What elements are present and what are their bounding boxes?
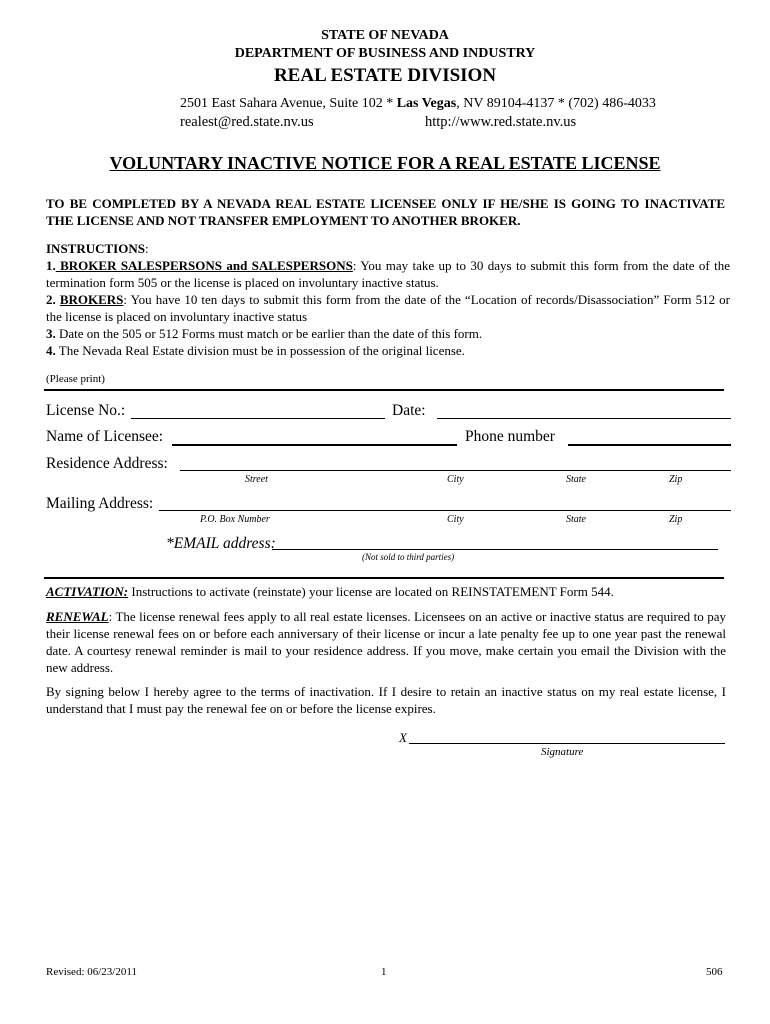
residence-address-field[interactable]: [180, 470, 731, 471]
activation-paragraph: ACTIVATION: Instructions to activate (reinstate) your license are located on REINSTATEMENT Form 544.: [46, 584, 614, 599]
instruction-1: 1. BROKER SALESPERSONS and SALESPERSONS: You may take up to 30 days to submit this form from the date of the termination form 505 or the license is placed on involuntary inactive status.: [46, 258, 730, 290]
instructions: INSTRUCTIONS: 1. BROKER SALESPERSONS and SALESPERSONS: You may take up to 30 days to submit this form from the date of the termination form 505 or the license is placed on involuntary inactive status. 2. BROKERS: You have 10 ten days to submit this form from the date of the “Location of records/Disassociation” Form 512 or the license is placed on involuntary inactive status 3. Date on the 505 or 512 Forms must match or be earlier than the date of this form. 4. The Nevada Real Estate division must be in possession of the original license.: [46, 241, 731, 358]
license-no-label: License No.:: [46, 402, 126, 419]
eligibility-warning: TO BE COMPLETED BY A NEVADA REAL ESTATE LICENSEE ONLY IF HE/SHE IS GOING TO INACTIVATE THE LICENSE AND NOT TRANSFER EMPLOYMENT TO ANOTHER BROKER.: [46, 196, 725, 228]
division-website[interactable]: http://www.red.state.nv.us: [425, 114, 577, 130]
residence-city-caption: City: [447, 474, 464, 485]
mailing-address-label: Mailing Address:: [46, 495, 154, 512]
form-number: 506: [706, 966, 723, 978]
mailing-city-caption: City: [447, 514, 464, 525]
instruction-3: 3. Date on the 505 or 512 Forms must match or be earlier than the date of this form.: [46, 326, 483, 341]
address-city: Las Vegas: [396, 96, 457, 111]
activation-label: ACTIVATION:: [46, 584, 129, 599]
licensee-name-field[interactable]: [172, 444, 457, 446]
residence-street-caption: Street: [245, 474, 268, 485]
agreement-paragraph: By signing below I hereby agree to the terms of inactivation. If I desire to retain an inactive status on my real estate license, I understand that I must pay the renewal fee on or before the license expires.: [46, 684, 726, 716]
signature-caption: Signature: [541, 746, 584, 758]
instructions-heading: INSTRUCTIONS: [46, 241, 145, 256]
mailing-zip-caption: Zip: [669, 514, 683, 525]
signature-x: X: [399, 730, 407, 745]
phone-label: Phone number: [465, 428, 555, 445]
address-line: 2501 East Sahara Avenue, Suite 102 * Las Vegas, NV 89104-4137 * (702) 486-4033: [180, 96, 656, 111]
email-label: *EMAIL address:: [166, 535, 276, 552]
state-heading: STATE OF NEVADA: [321, 28, 449, 43]
division-heading: REAL ESTATE DIVISION: [273, 65, 497, 86]
phone-field[interactable]: [568, 444, 731, 446]
form-title: VOLUNTARY INACTIVE NOTICE FOR A REAL ESTATE LICENSE: [109, 153, 661, 173]
instruction-4: 4. The Nevada Real Estate division must be in possession of the original license.: [46, 343, 465, 358]
renewal-paragraph: RENEWAL: The license renewal fees apply to all real estate licenses. Licensees on an active or inactive status are required to pay their license renewal fees on or before each anniversary of their license or incur a late penalty fee up to one year past the renewal date. A courtesy renewal reminder is mail to your residence address. If you move, make certain you email the Division with the new address.: [46, 609, 726, 675]
signature-field[interactable]: [409, 743, 725, 744]
residence-address-label: Residence Address:: [46, 455, 168, 472]
renewal-label: RENEWAL: [46, 609, 109, 624]
instruction-2: 2. BROKERS: You have 10 ten days to submit this form from the date of the “Location of records/Disassociation” Form 512 or the license is placed on involuntary inactive status: [46, 292, 731, 324]
date-field[interactable]: [437, 418, 731, 419]
department-heading: DEPARTMENT OF BUSINESS AND INDUSTRY: [234, 46, 536, 61]
email-field[interactable]: [272, 549, 718, 550]
section-divider-top: [44, 389, 724, 391]
revised-date: Revised: 06/23/2011: [46, 966, 137, 978]
page-number: 1: [381, 966, 387, 978]
residence-state-caption: State: [566, 474, 586, 485]
residence-zip-caption: Zip: [669, 474, 683, 485]
mailing-address-field[interactable]: [159, 510, 731, 511]
division-email[interactable]: realest@red.state.nv.us: [180, 114, 314, 130]
mailing-box-caption: P.O. Box Number: [200, 514, 270, 525]
license-no-field[interactable]: [131, 418, 385, 419]
please-print-note: (Please print): [46, 373, 105, 385]
mailing-state-caption: State: [566, 514, 586, 525]
email-privacy-note: (Not sold to third parties): [362, 552, 455, 562]
date-label: Date:: [392, 402, 426, 419]
section-divider-bottom: [44, 577, 724, 579]
licensee-name-label: Name of Licensee:: [46, 428, 164, 445]
